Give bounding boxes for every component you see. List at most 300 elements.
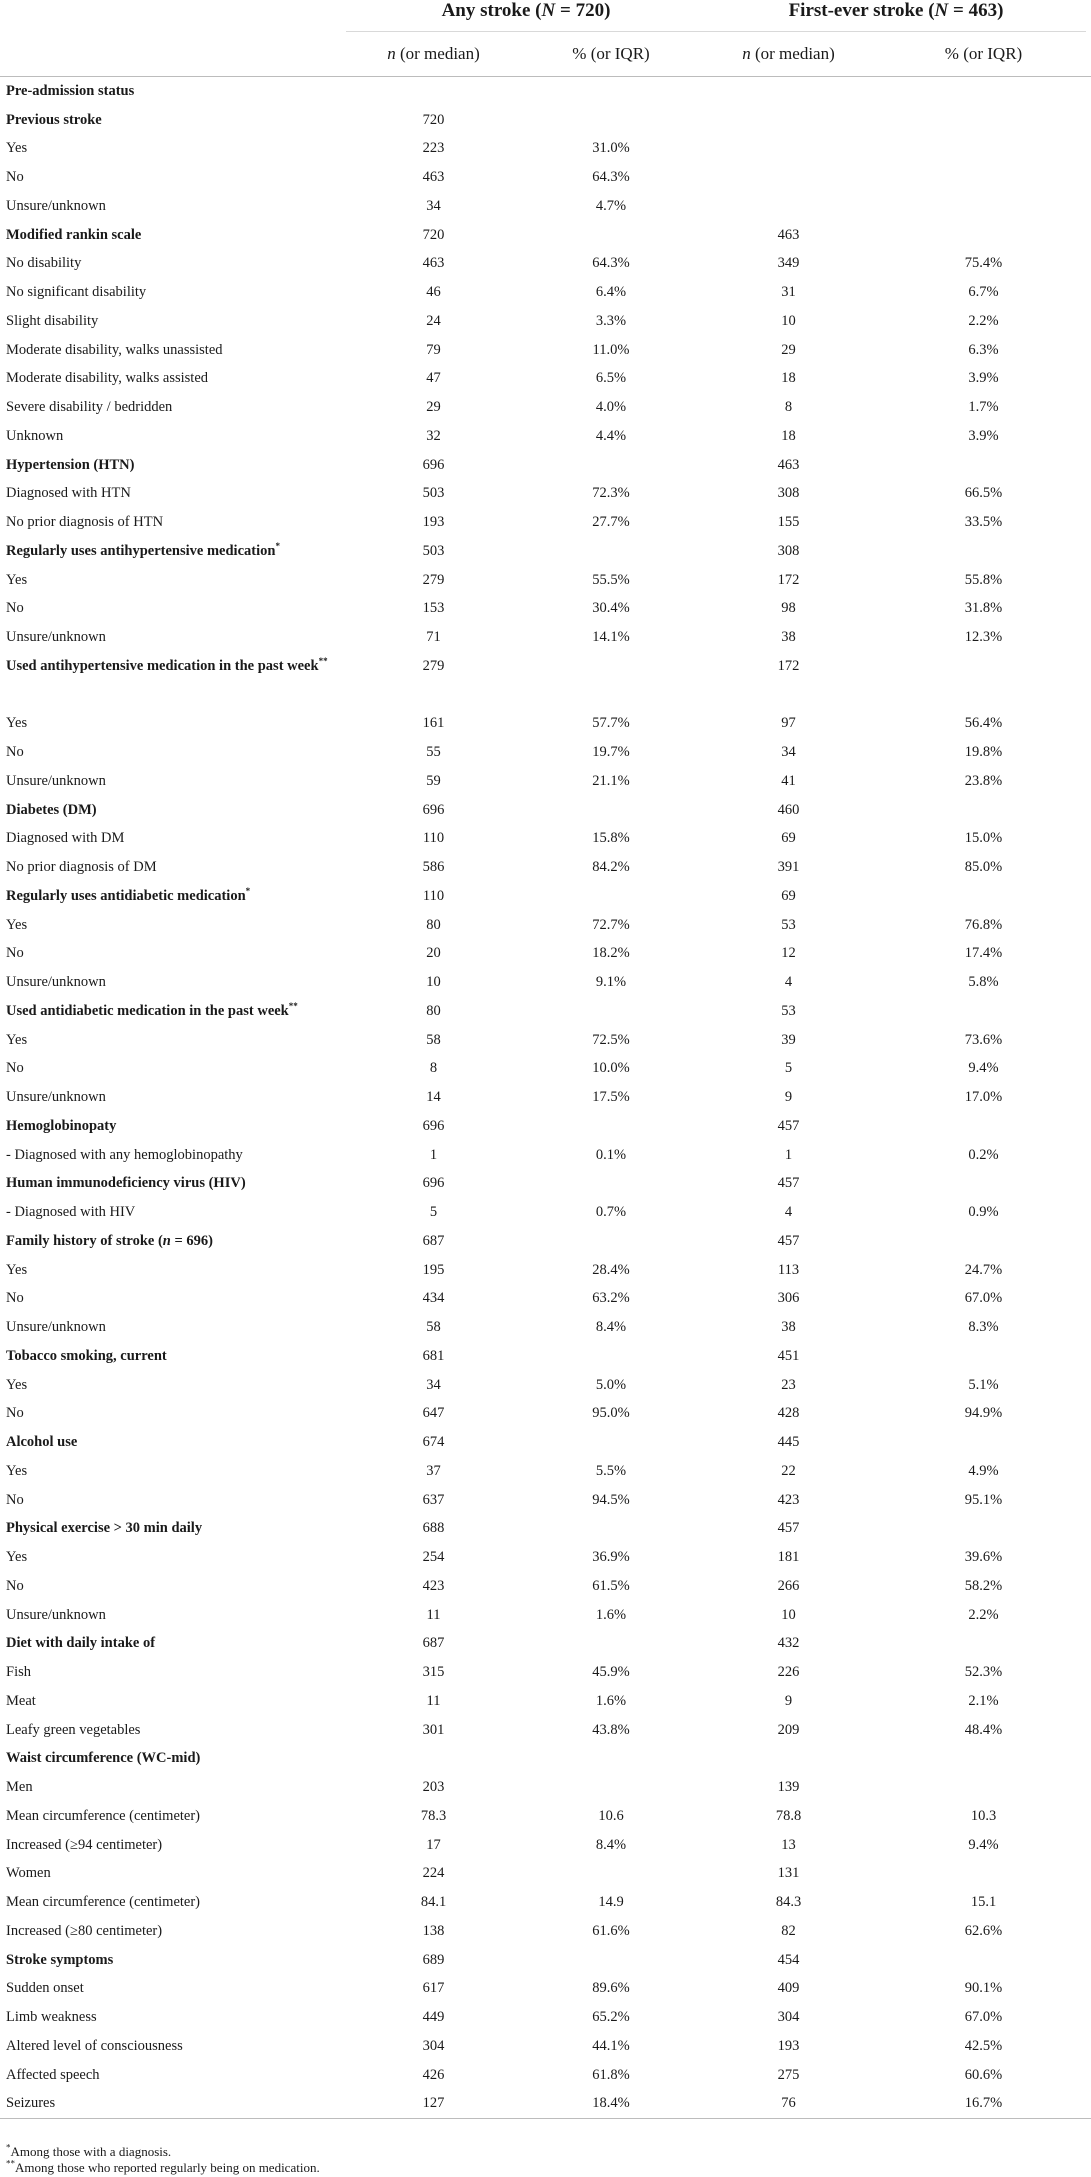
row-label	[0, 2032, 346, 2061]
first-stroke-pct-cell	[876, 106, 1091, 135]
table-row	[0, 2090, 1091, 2119]
first-stroke-pct-cell: 56.4%	[964, 715, 1003, 732]
row-label	[0, 911, 346, 940]
first-stroke-n-cell: 29	[781, 341, 796, 358]
first-stroke-pct-cell	[876, 882, 1091, 911]
first-stroke-pct-cell: 6.3%	[968, 341, 999, 358]
table-row	[0, 1026, 1091, 1055]
row-label	[0, 537, 346, 566]
row-label	[0, 135, 346, 164]
row-label	[0, 1170, 346, 1199]
any-stroke-n-cell: 687	[422, 1232, 445, 1249]
first-stroke-pct-cell: 2.2%	[968, 1606, 999, 1623]
any-stroke-pct-cell: 94.5%	[592, 1491, 630, 1508]
table-body	[0, 77, 1091, 2119]
any-stroke-pct-cell: 1.6%	[595, 1606, 627, 1623]
any-stroke-n-cell: 84.1	[420, 1894, 447, 1911]
first-stroke-n-cell	[701, 163, 876, 192]
first-stroke-pct-cell	[876, 163, 1091, 192]
any-stroke-pct-cell	[521, 796, 701, 825]
first-stroke-n-cell: 457	[777, 1117, 800, 1134]
any-stroke-n-cell: 71	[426, 629, 441, 646]
row-label-text: Affected speech	[6, 2066, 100, 2083]
any-stroke-pct-cell: 11.0%	[592, 341, 630, 358]
first-stroke-pct-cell: 67.0%	[964, 1290, 1003, 1307]
table-row	[0, 595, 1091, 624]
first-stroke-pct-cell: 24.7%	[964, 1261, 1003, 1278]
row-label	[0, 1716, 346, 1745]
section-header-row	[0, 1946, 1091, 1975]
any-stroke-n-cell: 5	[429, 1204, 438, 1221]
first-stroke-n-cell: 53	[781, 1002, 796, 1019]
first-stroke-pct-cell	[876, 1227, 1091, 1256]
row-label	[0, 1428, 346, 1457]
any-stroke-n-cell: 463	[422, 169, 445, 186]
any-stroke-pct-cell: 4.4%	[595, 427, 627, 444]
any-stroke-n-cell: 681	[422, 1347, 445, 1364]
row-label-text: Yes	[6, 140, 28, 157]
row-label	[0, 1802, 346, 1831]
table-row	[0, 336, 1091, 365]
any-stroke-pct-cell: 84.2%	[592, 859, 630, 876]
row-label	[0, 1227, 346, 1256]
first-stroke-n-cell: 4	[784, 1204, 793, 1221]
first-stroke-pct-cell: 23.8%	[964, 772, 1003, 789]
row-label	[0, 278, 346, 307]
table-row	[0, 1716, 1091, 1745]
table-row	[0, 422, 1091, 451]
any-stroke-n-cell: 223	[422, 140, 445, 157]
any-stroke-n-cell: 110	[422, 830, 445, 847]
row-label	[0, 1371, 346, 1400]
row-label-text: Physical exercise > 30 min daily	[6, 1520, 203, 1537]
row-label-text: Diagnosed with DM	[6, 830, 125, 847]
first-stroke-n-cell: 391	[777, 859, 800, 876]
row-label	[0, 480, 346, 509]
row-label-text: Meat	[6, 1692, 36, 1709]
table-row	[0, 250, 1091, 279]
first-stroke-n-cell	[701, 77, 876, 106]
first-stroke-pct-cell	[876, 1515, 1091, 1544]
any-stroke-n-cell: 24	[426, 312, 441, 329]
row-label-text: No	[6, 600, 24, 617]
first-stroke-pct-cell: 48.4%	[964, 1721, 1003, 1738]
first-stroke-n-cell: 423	[777, 1491, 800, 1508]
any-stroke-n-cell: 696	[422, 801, 445, 818]
first-stroke-n-cell: 12	[781, 945, 796, 962]
any-stroke-n-cell: 110	[422, 887, 445, 904]
row-label	[0, 365, 346, 394]
first-stroke-n-cell: 9	[784, 1089, 793, 1106]
row-label-text: No prior diagnosis of HTN	[6, 514, 164, 531]
table-row	[0, 1888, 1091, 1917]
any-stroke-pct-cell: 0.1%	[595, 1146, 627, 1163]
any-stroke-n-cell: 647	[422, 1405, 445, 1422]
row-label	[0, 163, 346, 192]
table-row	[0, 623, 1091, 652]
any-stroke-n-cell: 1	[429, 1146, 438, 1163]
first-stroke-n-cell: 4	[784, 974, 793, 991]
row-label	[0, 652, 346, 710]
any-stroke-pct-cell	[521, 1630, 701, 1659]
any-stroke-n-cell: 17	[426, 1836, 441, 1853]
row-label-text: Yes	[6, 1261, 28, 1278]
section-header-row	[0, 796, 1091, 825]
any-stroke-pct-cell	[521, 1112, 701, 1141]
any-stroke-n-cell: 10	[426, 974, 441, 991]
first-stroke-n-cell: 53	[781, 916, 796, 933]
first-stroke-pct-cell: 76.8%	[964, 916, 1003, 933]
row-label-text: No prior diagnosis of DM	[6, 859, 157, 876]
first-stroke-n-cell: 10	[781, 312, 796, 329]
first-stroke-pct-cell: 4.9%	[968, 1462, 999, 1479]
table-row	[0, 2032, 1091, 2061]
first-stroke-pct-cell: 62.6%	[964, 1922, 1003, 1939]
row-label-text: Unsure/unknown	[6, 629, 106, 646]
row-label	[0, 1572, 346, 1601]
first-stroke-pct-cell: 85.0%	[964, 859, 1003, 876]
any-stroke-pct-cell: 15.8%	[592, 830, 630, 847]
first-stroke-n-cell: 457	[777, 1175, 800, 1192]
any-stroke-pct-cell: 72.3%	[592, 485, 630, 502]
row-label-text: Leafy green vegetables	[6, 1721, 141, 1738]
row-label-text: Women	[6, 1865, 51, 1882]
any-stroke-n-cell: 80	[426, 1002, 441, 1019]
footnote-1-mark: *	[6, 2142, 11, 2153]
first-stroke-pct-cell: 95.1%	[964, 1491, 1003, 1508]
first-stroke-pct-cell: 8.3%	[968, 1319, 999, 1336]
first-stroke-n-cell: 454	[777, 1951, 800, 1968]
row-label-text: Waist circumference (WC-mid)	[6, 1750, 201, 1767]
any-stroke-pct-cell: 8.4%	[595, 1319, 627, 1336]
any-stroke-pct-cell	[521, 1515, 701, 1544]
row-label	[0, 1745, 346, 1774]
table-row	[0, 940, 1091, 969]
first-stroke-n-cell	[701, 192, 876, 221]
section-header-row	[0, 1515, 1091, 1544]
table-row	[0, 738, 1091, 767]
any-pct-column-header: % (or IQR)	[521, 32, 701, 77]
row-label	[0, 1946, 346, 1975]
row-label-text: Unsure/unknown	[6, 197, 106, 214]
first-n-column-header	[701, 32, 876, 77]
first-n-rest: (or median)	[750, 44, 835, 63]
row-label-text: Moderate disability, walks unassisted	[6, 341, 223, 358]
table-row	[0, 307, 1091, 336]
row-label-text: No	[6, 1290, 24, 1307]
table-row	[0, 1860, 1091, 1889]
row-label	[0, 2003, 346, 2032]
row-label	[0, 623, 346, 652]
row-label-text: No disability	[6, 255, 82, 272]
first-stroke-n-cell: 69	[781, 830, 796, 847]
row-label	[0, 508, 346, 537]
first-stroke-pct-cell: 15.1	[970, 1894, 997, 1911]
any-stroke-n-cell: 696	[422, 1175, 445, 1192]
row-label	[0, 1975, 346, 2004]
table-row	[0, 1773, 1091, 1802]
row-label-text: Pre-admission status	[6, 82, 135, 99]
section-header-row	[0, 997, 1091, 1026]
any-stroke-pct-cell: 57.7%	[592, 715, 630, 732]
any-stroke-pct-cell: 72.5%	[592, 1031, 630, 1048]
any-stroke-n-cell: 689	[422, 1951, 445, 1968]
first-stroke-pct-cell	[876, 1112, 1091, 1141]
any-stroke-n-cell: 279	[422, 658, 445, 674]
section-header-row	[0, 106, 1091, 135]
row-label	[0, 1831, 346, 1860]
row-label-text: No	[6, 945, 24, 962]
any-stroke-pct-cell: 4.0%	[595, 399, 627, 416]
group-header-any-stroke	[346, 0, 701, 32]
row-label-text: Mean circumference (centimeter)	[6, 1807, 201, 1824]
any-stroke-pct-cell	[521, 221, 701, 250]
row-label	[0, 1486, 346, 1515]
any-stroke-n-cell: 637	[422, 1491, 445, 1508]
first-stroke-n-cell: 13	[781, 1836, 796, 1853]
row-label-text: Stroke symptoms	[6, 1951, 114, 1968]
first-stroke-pct-cell: 66.5%	[964, 485, 1003, 502]
any-stroke-pct-cell: 27.7%	[592, 514, 630, 531]
any-stroke-pct-cell: 5.5%	[595, 1462, 627, 1479]
row-label	[0, 1400, 346, 1429]
any-stroke-n-cell: 78.3	[420, 1807, 447, 1824]
first-stroke-n-cell: 9	[784, 1692, 793, 1709]
row-label	[0, 192, 346, 221]
first-stroke-n-cell: 172	[777, 658, 800, 674]
row-label-text: Diagnosed with HTN	[6, 485, 131, 502]
row-label	[0, 1055, 346, 1084]
any-stroke-n-cell: 58	[426, 1319, 441, 1336]
any-stroke-pct-cell	[521, 997, 701, 1026]
first-stroke-pct-cell: 5.1%	[968, 1376, 999, 1393]
first-stroke-pct-cell	[876, 1745, 1091, 1774]
any-stroke-n-cell: 11	[426, 1692, 441, 1709]
table-row	[0, 710, 1091, 739]
any-stroke-n-cell: 127	[346, 2090, 521, 2119]
row-label	[0, 1083, 346, 1112]
first-stroke-pct-cell: 0.9%	[968, 1204, 999, 1221]
row-label	[0, 1026, 346, 1055]
row-label-text: Fish	[6, 1664, 31, 1681]
row-label	[0, 738, 346, 767]
table-row	[0, 2061, 1091, 2090]
any-stroke-pct-cell: 3.3%	[595, 312, 627, 329]
row-label	[0, 1256, 346, 1285]
row-label-text: Yes	[6, 571, 28, 588]
row-label-text: Diabetes (DM)	[6, 801, 97, 818]
row-label	[0, 940, 346, 969]
any-stroke-n-cell: 426	[422, 2066, 445, 2083]
any-stroke-pct-cell: 4.7%	[595, 197, 627, 214]
row-label-text: Modified rankin scale	[6, 226, 142, 243]
any-stroke-n-cell: 254	[422, 1549, 445, 1566]
row-label	[0, 1860, 346, 1889]
row-label-text: Moderate disability, walks assisted	[6, 370, 209, 387]
any-stroke-n-cell: 195	[422, 1261, 445, 1278]
any-stroke-pct-cell: 61.8%	[592, 2066, 630, 2083]
any-stroke-n-cell: 58	[426, 1031, 441, 1048]
row-label	[0, 1658, 346, 1687]
any-stroke-pct-cell: 18.2%	[592, 945, 630, 962]
any-stroke-pct-cell	[521, 77, 701, 106]
any-stroke-pct-cell: 14.1%	[592, 629, 630, 646]
row-label	[0, 825, 346, 854]
table-row	[0, 1285, 1091, 1314]
row-label	[0, 1888, 346, 1917]
first-stroke-n-cell: 432	[777, 1635, 800, 1652]
first-stroke-pct-cell	[876, 1170, 1091, 1199]
any-stroke-n-cell: 463	[422, 255, 445, 272]
group1-suffix: = 720)	[555, 0, 611, 21]
any-stroke-pct-cell	[521, 882, 701, 911]
row-label	[0, 997, 346, 1026]
first-stroke-pct-cell: 1.7%	[968, 399, 999, 416]
row-label-text: Used antidiabetic medication in the past week	[6, 1002, 289, 1019]
any-stroke-pct-cell: 9.1%	[595, 974, 627, 991]
first-stroke-n-cell: 113	[777, 1261, 800, 1278]
row-label-text: Tobacco smoking, current	[6, 1347, 167, 1364]
first-stroke-pct-cell: 31.8%	[964, 600, 1003, 617]
row-label-text: Slight disability	[6, 312, 99, 329]
any-stroke-pct-cell: 21.1%	[592, 772, 630, 789]
table-row	[0, 1083, 1091, 1112]
row-label-text: Increased (≥94 centimeter)	[6, 1836, 163, 1853]
first-stroke-n-cell: 445	[777, 1434, 800, 1451]
row-label	[0, 1457, 346, 1486]
row-label-text: Hemoglobinopaty	[6, 1117, 117, 1134]
group2-prefix: First-ever stroke (	[788, 0, 935, 21]
first-stroke-n-cell: 10	[781, 1606, 796, 1623]
any-stroke-pct-cell: 64.3%	[592, 169, 630, 186]
table-row	[0, 1486, 1091, 1515]
row-label-text: - Diagnosed with any hemoglobinopathy	[6, 1146, 243, 1163]
table-row	[0, 1572, 1091, 1601]
any-stroke-n-cell: 34	[426, 197, 441, 214]
any-stroke-n-cell: 720	[422, 111, 445, 128]
any-stroke-pct-cell: 6.5%	[595, 370, 627, 387]
any-stroke-pct-cell: 61.6%	[592, 1922, 630, 1939]
first-stroke-n-cell: 451	[777, 1347, 800, 1364]
row-label-text: Unsure/unknown	[6, 1606, 106, 1623]
any-stroke-pct-cell	[521, 537, 701, 566]
row-label	[0, 1773, 346, 1802]
row-label-text: Seizures	[6, 2095, 56, 2112]
any-stroke-n-cell: 203	[422, 1779, 445, 1796]
first-stroke-n-cell: 8	[784, 399, 793, 416]
row-label-text: No	[6, 1491, 24, 1508]
row-label	[0, 710, 346, 739]
any-n-italic: n	[387, 44, 396, 63]
first-stroke-n-cell: 304	[777, 2009, 800, 2026]
table-row	[0, 278, 1091, 307]
any-stroke-n-cell: 46	[426, 284, 441, 301]
row-label	[0, 1141, 346, 1170]
first-stroke-pct-cell	[876, 192, 1091, 221]
first-stroke-pct-cell: 16.7%	[876, 2090, 1091, 2119]
first-stroke-pct-cell: 5.8%	[968, 974, 999, 991]
section-header-row	[0, 1428, 1091, 1457]
corner-cell	[0, 0, 346, 32]
footnote-1-text: Among those with a diagnosis.	[10, 2144, 172, 2159]
first-stroke-pct-cell	[876, 1630, 1091, 1659]
any-stroke-n-cell: 80	[426, 916, 441, 933]
any-stroke-pct-cell: 6.4%	[595, 284, 627, 301]
any-stroke-pct-cell: 30.4%	[592, 600, 630, 617]
row-label-text: Unsure/unknown	[6, 772, 106, 789]
table-row	[0, 1313, 1091, 1342]
footnote-2-text: Among those who reported regularly being on medication.	[15, 2160, 320, 2175]
first-stroke-pct-cell	[876, 997, 1091, 1026]
first-stroke-n-cell: 460	[777, 801, 800, 818]
first-n-italic: n	[742, 44, 751, 63]
row-label	[0, 1543, 346, 1572]
row-label	[0, 566, 346, 595]
row-label-text: Men	[6, 1779, 33, 1796]
first-stroke-n-cell: 139	[777, 1779, 800, 1796]
first-stroke-n-cell: 78.8	[775, 1807, 802, 1824]
any-stroke-n-cell: 59	[426, 772, 441, 789]
row-label-text: - Diagnosed with HIV	[6, 1204, 136, 1221]
table-row	[0, 1141, 1091, 1170]
group1-prefix: Any stroke (	[441, 0, 542, 21]
first-stroke-pct-cell: 17.4%	[964, 945, 1003, 962]
any-stroke-n-cell: 29	[426, 399, 441, 416]
any-stroke-n-cell: 304	[422, 2037, 445, 2054]
first-stroke-n-cell: 22	[781, 1462, 796, 1479]
any-stroke-n-cell: 14	[426, 1089, 441, 1106]
first-stroke-pct-cell: 10.3	[970, 1807, 997, 1824]
any-stroke-n-cell: 503	[422, 485, 445, 502]
first-stroke-pct-cell: 39.6%	[964, 1549, 1003, 1566]
row-label-text: Hypertension (HTN)	[6, 456, 135, 473]
first-stroke-n-cell: 349	[777, 255, 800, 272]
row-label-text: Yes	[6, 1031, 28, 1048]
first-stroke-pct-cell	[876, 135, 1091, 164]
footnote-marker: *	[245, 886, 251, 897]
any-stroke-pct-cell: 10.6	[598, 1807, 624, 1824]
first-stroke-n-cell: 82	[781, 1922, 796, 1939]
row-label-text: Regularly uses antihypertensive medication	[6, 542, 276, 559]
row-label	[0, 796, 346, 825]
row-label	[0, 451, 346, 480]
row-label	[0, 1601, 346, 1630]
footnote-marker: **	[318, 656, 328, 667]
any-stroke-pct-cell: 14.9	[598, 1894, 624, 1911]
row-label	[0, 1198, 346, 1227]
any-stroke-n-cell: 423	[422, 1577, 445, 1594]
row-label	[0, 1515, 346, 1544]
first-stroke-n-cell: 266	[777, 1577, 800, 1594]
any-stroke-pct-cell	[521, 1745, 701, 1774]
footnote-2	[6, 2160, 320, 2176]
row-label-text: Diet with daily intake of	[6, 1635, 156, 1652]
row-label	[0, 77, 346, 106]
any-stroke-pct-cell: 19.7%	[592, 744, 630, 761]
row-label-text: No	[6, 1577, 24, 1594]
first-stroke-n-cell: 1	[784, 1146, 793, 1163]
any-stroke-pct-cell: 10.0%	[592, 1060, 630, 1077]
table-row	[0, 508, 1091, 537]
row-label-text: Yes	[6, 916, 28, 933]
any-stroke-pct-cell: 64.3%	[592, 255, 630, 272]
table-row	[0, 1055, 1091, 1084]
row-label-text: Yes	[6, 715, 28, 732]
table-row	[0, 1658, 1091, 1687]
any-stroke-pct-cell: 31.0%	[592, 140, 630, 157]
any-stroke-pct-cell	[521, 106, 701, 135]
any-stroke-pct-cell	[521, 1860, 701, 1889]
